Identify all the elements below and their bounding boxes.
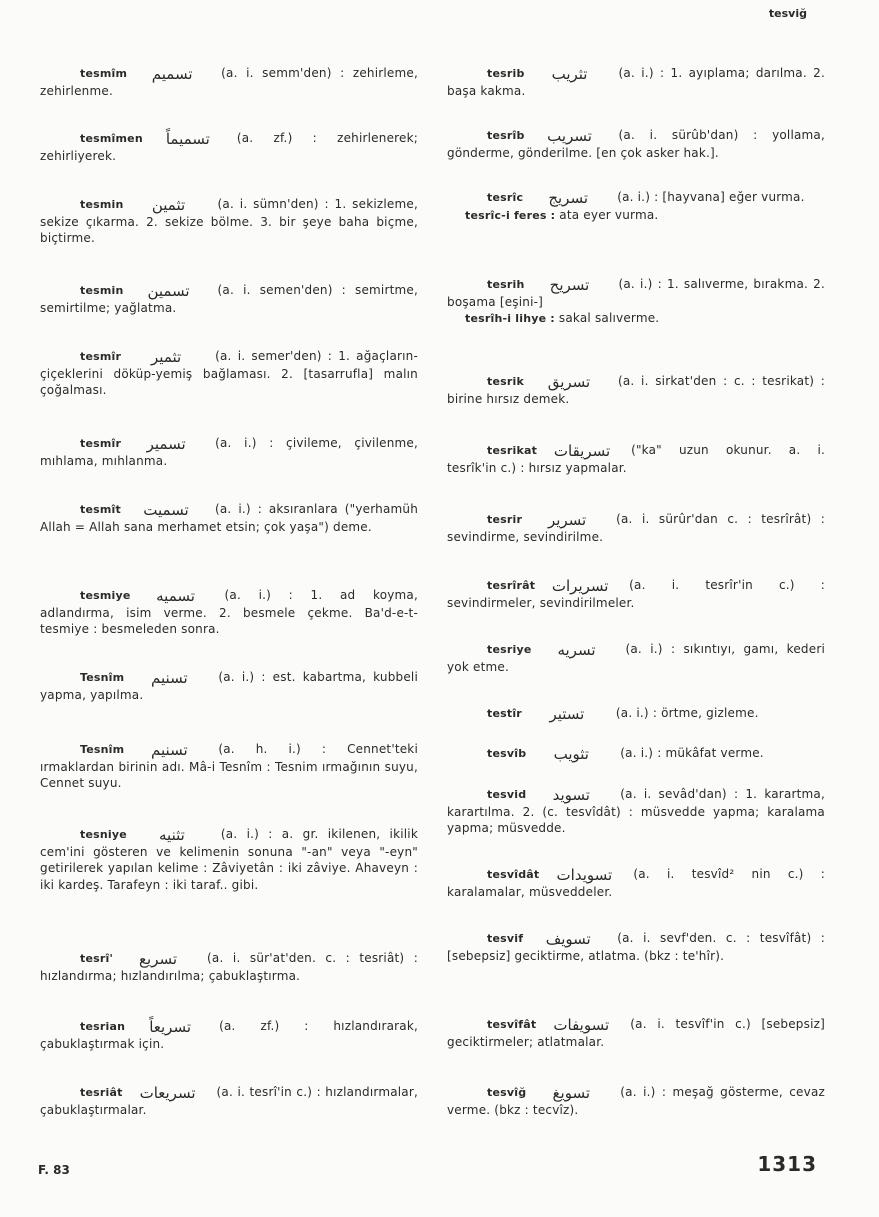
dictionary-entry	[40, 826, 418, 893]
definition: (a. i.) : 1. ad koyma, adlandırma, isim verme. 2. besmele çekme. Ba'd-e-t-tesmiye : besmeleden sonra.	[40, 588, 418, 636]
definition: (a. i.) : sıkıntıyı, gamı, kederi yok etme.	[447, 642, 825, 674]
arabic-script: تسريج	[548, 189, 589, 207]
headword: testîr	[487, 707, 522, 720]
page-number: 1313	[757, 1152, 817, 1176]
dictionary-entry	[447, 745, 825, 763]
headword: tesvid	[487, 788, 527, 801]
dictionary-entry	[40, 196, 418, 247]
arabic-script: تسريقات	[553, 442, 611, 460]
dictionary-entry	[447, 189, 825, 224]
headword: tesmîmen	[80, 132, 143, 145]
headword: tesmîr	[80, 437, 122, 450]
sub-definition: sakal salıverme.	[554, 311, 660, 325]
dictionary-entry	[447, 641, 825, 675]
arabic-script: تسريه	[557, 641, 596, 659]
definition: (a. zf.) : hızlandırarak, çabuklaştırmak için.	[40, 1019, 418, 1051]
dictionary-entry	[40, 1018, 418, 1052]
signature-mark: F. 83	[38, 1163, 70, 1177]
headword: Tesnîm	[80, 671, 125, 684]
headword: tesmin	[80, 284, 124, 297]
headword: tesrik	[487, 375, 524, 388]
headword: tesriye	[487, 643, 532, 656]
headword: tesrir	[487, 513, 523, 526]
sub-headword: tesrîh-i lihye :	[465, 312, 555, 325]
definition: (a. i. tesrî'in c.) : hızlandırmalar, çabuklaştırmalar.	[40, 1085, 418, 1117]
arabic-script: تثنيه	[159, 826, 185, 844]
headword: tesrikat	[487, 444, 538, 457]
dictionary-entry	[40, 501, 418, 535]
dictionary-entry	[40, 65, 418, 99]
dictionary-entry	[40, 282, 418, 316]
definition: (a. zf.) : zehirlenerek; zehirliyerek.	[40, 131, 418, 163]
dictionary-entry	[447, 373, 825, 407]
definition: ("ka" uzun okunur. a. i. tesrîk'in c.) : hırsız yapmalar.	[447, 443, 825, 475]
arabic-script: تسمين	[147, 282, 190, 300]
dictionary-entry	[40, 950, 418, 984]
dictionary-entry	[447, 511, 825, 545]
dictionary-entry	[447, 442, 825, 476]
definition: (a. i. tesrîr'in c.) : sevindirmeler, sevindirilmeler.	[447, 578, 825, 610]
definition: (a. i. sür'at'den. c. : tesriât) : hızlandırma; hızlandırılma; çabuklaştırma.	[40, 951, 418, 983]
arabic-script: تسريب	[547, 127, 592, 145]
dictionary-entry	[447, 127, 825, 161]
definition: (a. i.) : meşağ gösterme, cevaz verme. (bkz : tecvîz).	[447, 1085, 825, 1117]
dictionary-entry	[40, 1084, 418, 1118]
arabic-script: تسويفات	[553, 1016, 610, 1034]
arabic-script: تسويدات	[556, 866, 613, 884]
arabic-script: تسريعات	[139, 1084, 196, 1102]
arabic-script: تسريعاً	[149, 1018, 192, 1036]
dictionary-entry	[40, 587, 418, 638]
arabic-script: تسميماً	[165, 130, 210, 148]
definition: (a. i. sevâd'dan) : 1. karartma, karartılma. 2. (c. tesvîdât) : müsvedde yapma; karalama yapma; müsvedde.	[447, 787, 825, 835]
headword: tesniye	[80, 828, 127, 841]
arabic-script: تسنيم	[151, 741, 188, 759]
arabic-script: تسويف	[545, 930, 591, 948]
definition: (a. i. semm'den) : zehirleme, zehirlenme.	[40, 66, 418, 98]
dictionary-entry	[447, 705, 825, 723]
headword: tesvif	[487, 932, 524, 945]
arabic-script: تسميم	[151, 65, 193, 83]
definition: (a. i.) : çivileme, çivilenme, mıhlama, mıhlanma.	[40, 436, 418, 468]
definition: (a. i. sirkat'den : c. : tesrikat) : birine hırsız demek.	[447, 374, 825, 406]
dictionary-entry	[447, 866, 825, 900]
sub-entry	[465, 310, 825, 328]
headword: tesvîdât	[487, 868, 540, 881]
sub-entry	[465, 207, 825, 225]
arabic-script: تسمير	[146, 435, 186, 453]
headword: tesrî'	[80, 952, 114, 965]
headword: tesrih	[487, 278, 525, 291]
dictionary-entry	[40, 435, 418, 469]
definition: (a. i.) : mükâfat verme.	[620, 746, 764, 760]
definition: (a. i. sümn'den) : 1. sekizleme, sekize çıkarma. 2. sekize bölme. 3. bir şeye baha biçme, biçtirme.	[40, 197, 418, 245]
sub-definition: ata eyer vurma.	[555, 207, 659, 222]
headword: tesvîfât	[487, 1018, 537, 1031]
definition: (a. i.) : a. gr. ikilenen, ikilik cem'ini gösteren ve kelimenin sonuna "-an" veya "-eyn" getirilerek yapılan kelime : Zâviyetân : iki zâviye. Ahaveyn : iki kardeş. Tarafeyn : iki taraf.. gibi.	[40, 827, 418, 892]
definition: (a. i. tesvîd² nin c.) : karalamalar, müsveddeler.	[447, 867, 825, 899]
definition: (a. i.) : est. kabartma, kubbeli yapma, yapılma.	[40, 670, 418, 702]
definition: (a. i. semer'den) : 1. ağaçların-çiçeklerini döküp-yemiş bağlaması. 2. [tasarrufla] malın çoğalması.	[40, 349, 418, 397]
arabic-script: تسويغ	[552, 1084, 591, 1102]
arabic-script: تسنيم	[151, 669, 188, 687]
dictionary-entry	[447, 65, 825, 99]
definition: (a. i. sürûr'dan c. : tesrîrât) : sevindirme, sevindirilme.	[447, 512, 825, 544]
definition: (a. i.) : örtme, gizleme.	[615, 706, 759, 720]
headword: tesvîğ	[487, 1086, 527, 1099]
dictionary-entry	[40, 669, 418, 703]
dictionary-entry	[447, 1016, 825, 1050]
headword: tesriât	[80, 1086, 123, 1099]
arabic-script: تثمين	[151, 196, 186, 214]
guide-word: tesviğ	[768, 7, 807, 20]
headword: tesrian	[80, 1020, 126, 1033]
headword: tesrîc	[487, 191, 524, 204]
headword: tesrîb	[487, 129, 525, 142]
dictionary-entry	[447, 786, 825, 837]
headword: tesmîr	[80, 350, 122, 363]
dictionary-entry	[40, 348, 418, 399]
arabic-script: تسريق	[547, 373, 591, 391]
definition: (a. h. i.) : Cennet'teki ırmaklardan birinin adı. Mâ-i Tesnîm : Tesnim ırmağının suyu, Cennet suyu.	[40, 742, 418, 790]
headword: tesrib	[487, 67, 525, 80]
headword: tesmît	[80, 503, 121, 516]
dictionary-entry	[40, 741, 418, 792]
dictionary-entry	[447, 276, 825, 328]
arabic-script: تسريع	[139, 950, 178, 968]
dictionary-entry	[40, 130, 418, 164]
arabic-script: تثريب	[551, 65, 588, 83]
definition: (a. i.) : 1. ayıplama; darılma. 2. başa kakma.	[447, 66, 825, 98]
definition: (a. i. semen'den) : semirtme, semirtilme; yağlatma.	[40, 283, 418, 315]
headword: tesmîm	[80, 67, 128, 80]
arabic-script: تسرير	[547, 511, 587, 529]
sub-headword: tesrîc-i feres :	[465, 208, 556, 222]
definition: (a. i. sevf'den. c. : tesvîfât) : [sebepsiz] geciktirme, atlatma. (bkz : te'hîr).	[447, 931, 825, 963]
arabic-script: تسريح	[549, 276, 590, 294]
arabic-script: تسميه	[156, 587, 195, 605]
arabic-script: تسريرات	[551, 577, 609, 595]
arabic-script: تسويد	[552, 786, 590, 804]
arabic-script: تثمير	[151, 348, 182, 366]
definition: (a. i. tesvîf'in c.) [sebepsiz] geciktirmeler; atlatmalar.	[447, 1017, 825, 1049]
headword: Tesnîm	[80, 743, 125, 756]
definition: (a. i.) : [hayvana] eğer vurma.	[617, 190, 805, 204]
headword: tesvîb	[487, 747, 527, 760]
dictionary-entry	[447, 577, 825, 611]
headword: tesmin	[80, 198, 124, 211]
dictionary-entry	[447, 1084, 825, 1118]
arabic-script: تثويب	[553, 745, 589, 763]
arabic-script: تسميت	[143, 501, 189, 519]
definition: (a. i.) : 1. salıverme, bırakma. 2. boşama [eşini-]	[447, 277, 825, 309]
headword: tesmiye	[80, 589, 131, 602]
definition: (a. i. sürûb'dan) : yollama, gönderme, gönderilme. [en çok asker hak.].	[447, 128, 825, 160]
definition: (a. i.) : aksıranlara ("yerhamüh Allah = Allah sana merhamet etsin; çok yaşa") deme.	[40, 502, 418, 534]
headword: tesrîrât	[487, 579, 536, 592]
dictionary-entry	[447, 930, 825, 964]
arabic-script: تستير	[549, 705, 585, 723]
